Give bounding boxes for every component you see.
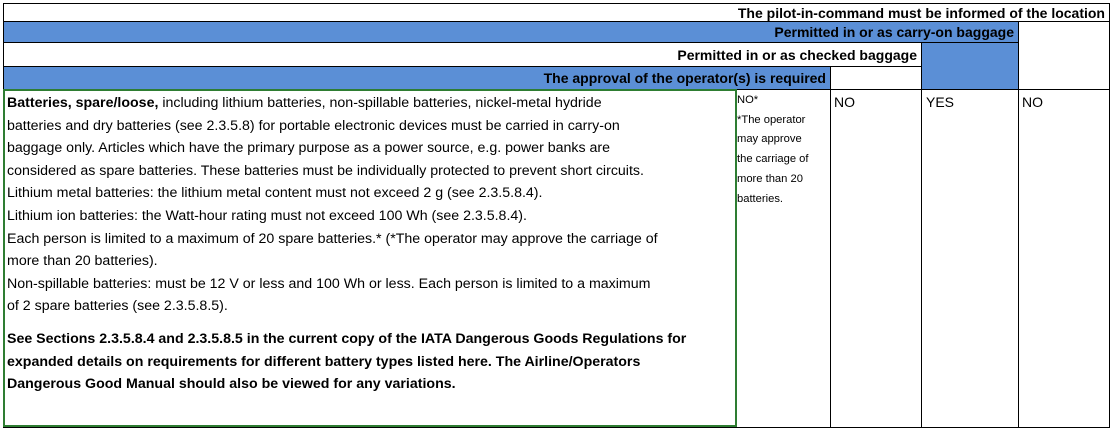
description-line: baggage only. Articles which have the primary purpose as a power source, e.g. power banks are bbox=[7, 140, 611, 157]
grid-line bbox=[3, 3, 1110, 4]
description-line: Lithium metal batteries: the lithium metal content must not exceed 2 g (see 2.3.5.8.4). bbox=[7, 185, 543, 202]
pic-informed-cell[interactable]: NO bbox=[1022, 94, 1043, 110]
description-line: including lithium batteries, non-spillable batteries, nickel-metal hydride bbox=[158, 95, 602, 111]
description-line: considered as spare batteries. These batteries must be individually protected to prevent short circuits. bbox=[7, 162, 644, 179]
carry-on-cell[interactable]: YES bbox=[926, 94, 955, 110]
description-line: more than 20 batteries). bbox=[7, 253, 158, 270]
description-bold-line: expanded details on requirements for different battery types listed here. The Airline/Operators bbox=[7, 353, 641, 370]
description-bold-lead: Batteries, spare/loose, bbox=[7, 95, 159, 111]
grid-line bbox=[3, 21, 1110, 22]
operator-approval-note: may approve bbox=[737, 133, 802, 146]
operator-approval-note: *The operator bbox=[737, 113, 806, 126]
operator-approval-cell[interactable] bbox=[737, 91, 829, 209]
operator-approval-note: more than 20 bbox=[737, 172, 803, 185]
pic-informed-header: The pilot-in-command must be informed of the location bbox=[737, 5, 1105, 21]
grid-line bbox=[3, 427, 1110, 428]
operator-approval-header: The approval of the operator(s) is required bbox=[543, 70, 826, 86]
battery-description-cell[interactable] bbox=[7, 92, 733, 396]
grid-line bbox=[3, 42, 1019, 43]
grid-line bbox=[3, 66, 921, 67]
description-line: Non-spillable batteries: must be 12 V or less and 100 Wh or less. Each person is limited to a maximum bbox=[7, 275, 651, 292]
carry-on-column-fill bbox=[921, 42, 1018, 89]
grid-line bbox=[1018, 21, 1019, 428]
description-line: Each person is limited to a maximum of 20 spare batteries.* (*The operator may approve the carriage of bbox=[7, 230, 658, 247]
description-bold-line: See Sections 2.3.5.8.4 and 2.3.5.8.5 in the current copy of the IATA Dangerous Goods Regulations for bbox=[7, 330, 687, 347]
operator-approval-note: batteries. bbox=[737, 192, 784, 205]
description-line: of 2 spare batteries (see 2.3.5.8.5). bbox=[7, 298, 228, 315]
spacer bbox=[7, 318, 733, 328]
grid-line bbox=[921, 42, 922, 428]
operator-approval-value: NO* bbox=[737, 94, 759, 106]
description-line: Lithium ion batteries: the Watt-hour rating must not exceed 100 Wh (see 2.3.5.8.4). bbox=[7, 207, 527, 224]
checked-baggage-header: Permitted in or as checked baggage bbox=[677, 47, 917, 63]
carry-on-header: Permitted in or as carry-on baggage bbox=[774, 24, 1014, 40]
operator-approval-note: the carriage of bbox=[737, 153, 809, 166]
grid-line bbox=[1109, 3, 1110, 428]
description-bold-line: Dangerous Good Manual should also be viewed for any variations. bbox=[7, 376, 456, 393]
checked-baggage-cell[interactable]: NO bbox=[834, 94, 855, 110]
grid-line bbox=[830, 66, 831, 428]
description-line: batteries and dry batteries (see 2.3.5.8) for portable electronic devices must be carried in carry-on bbox=[7, 117, 620, 134]
